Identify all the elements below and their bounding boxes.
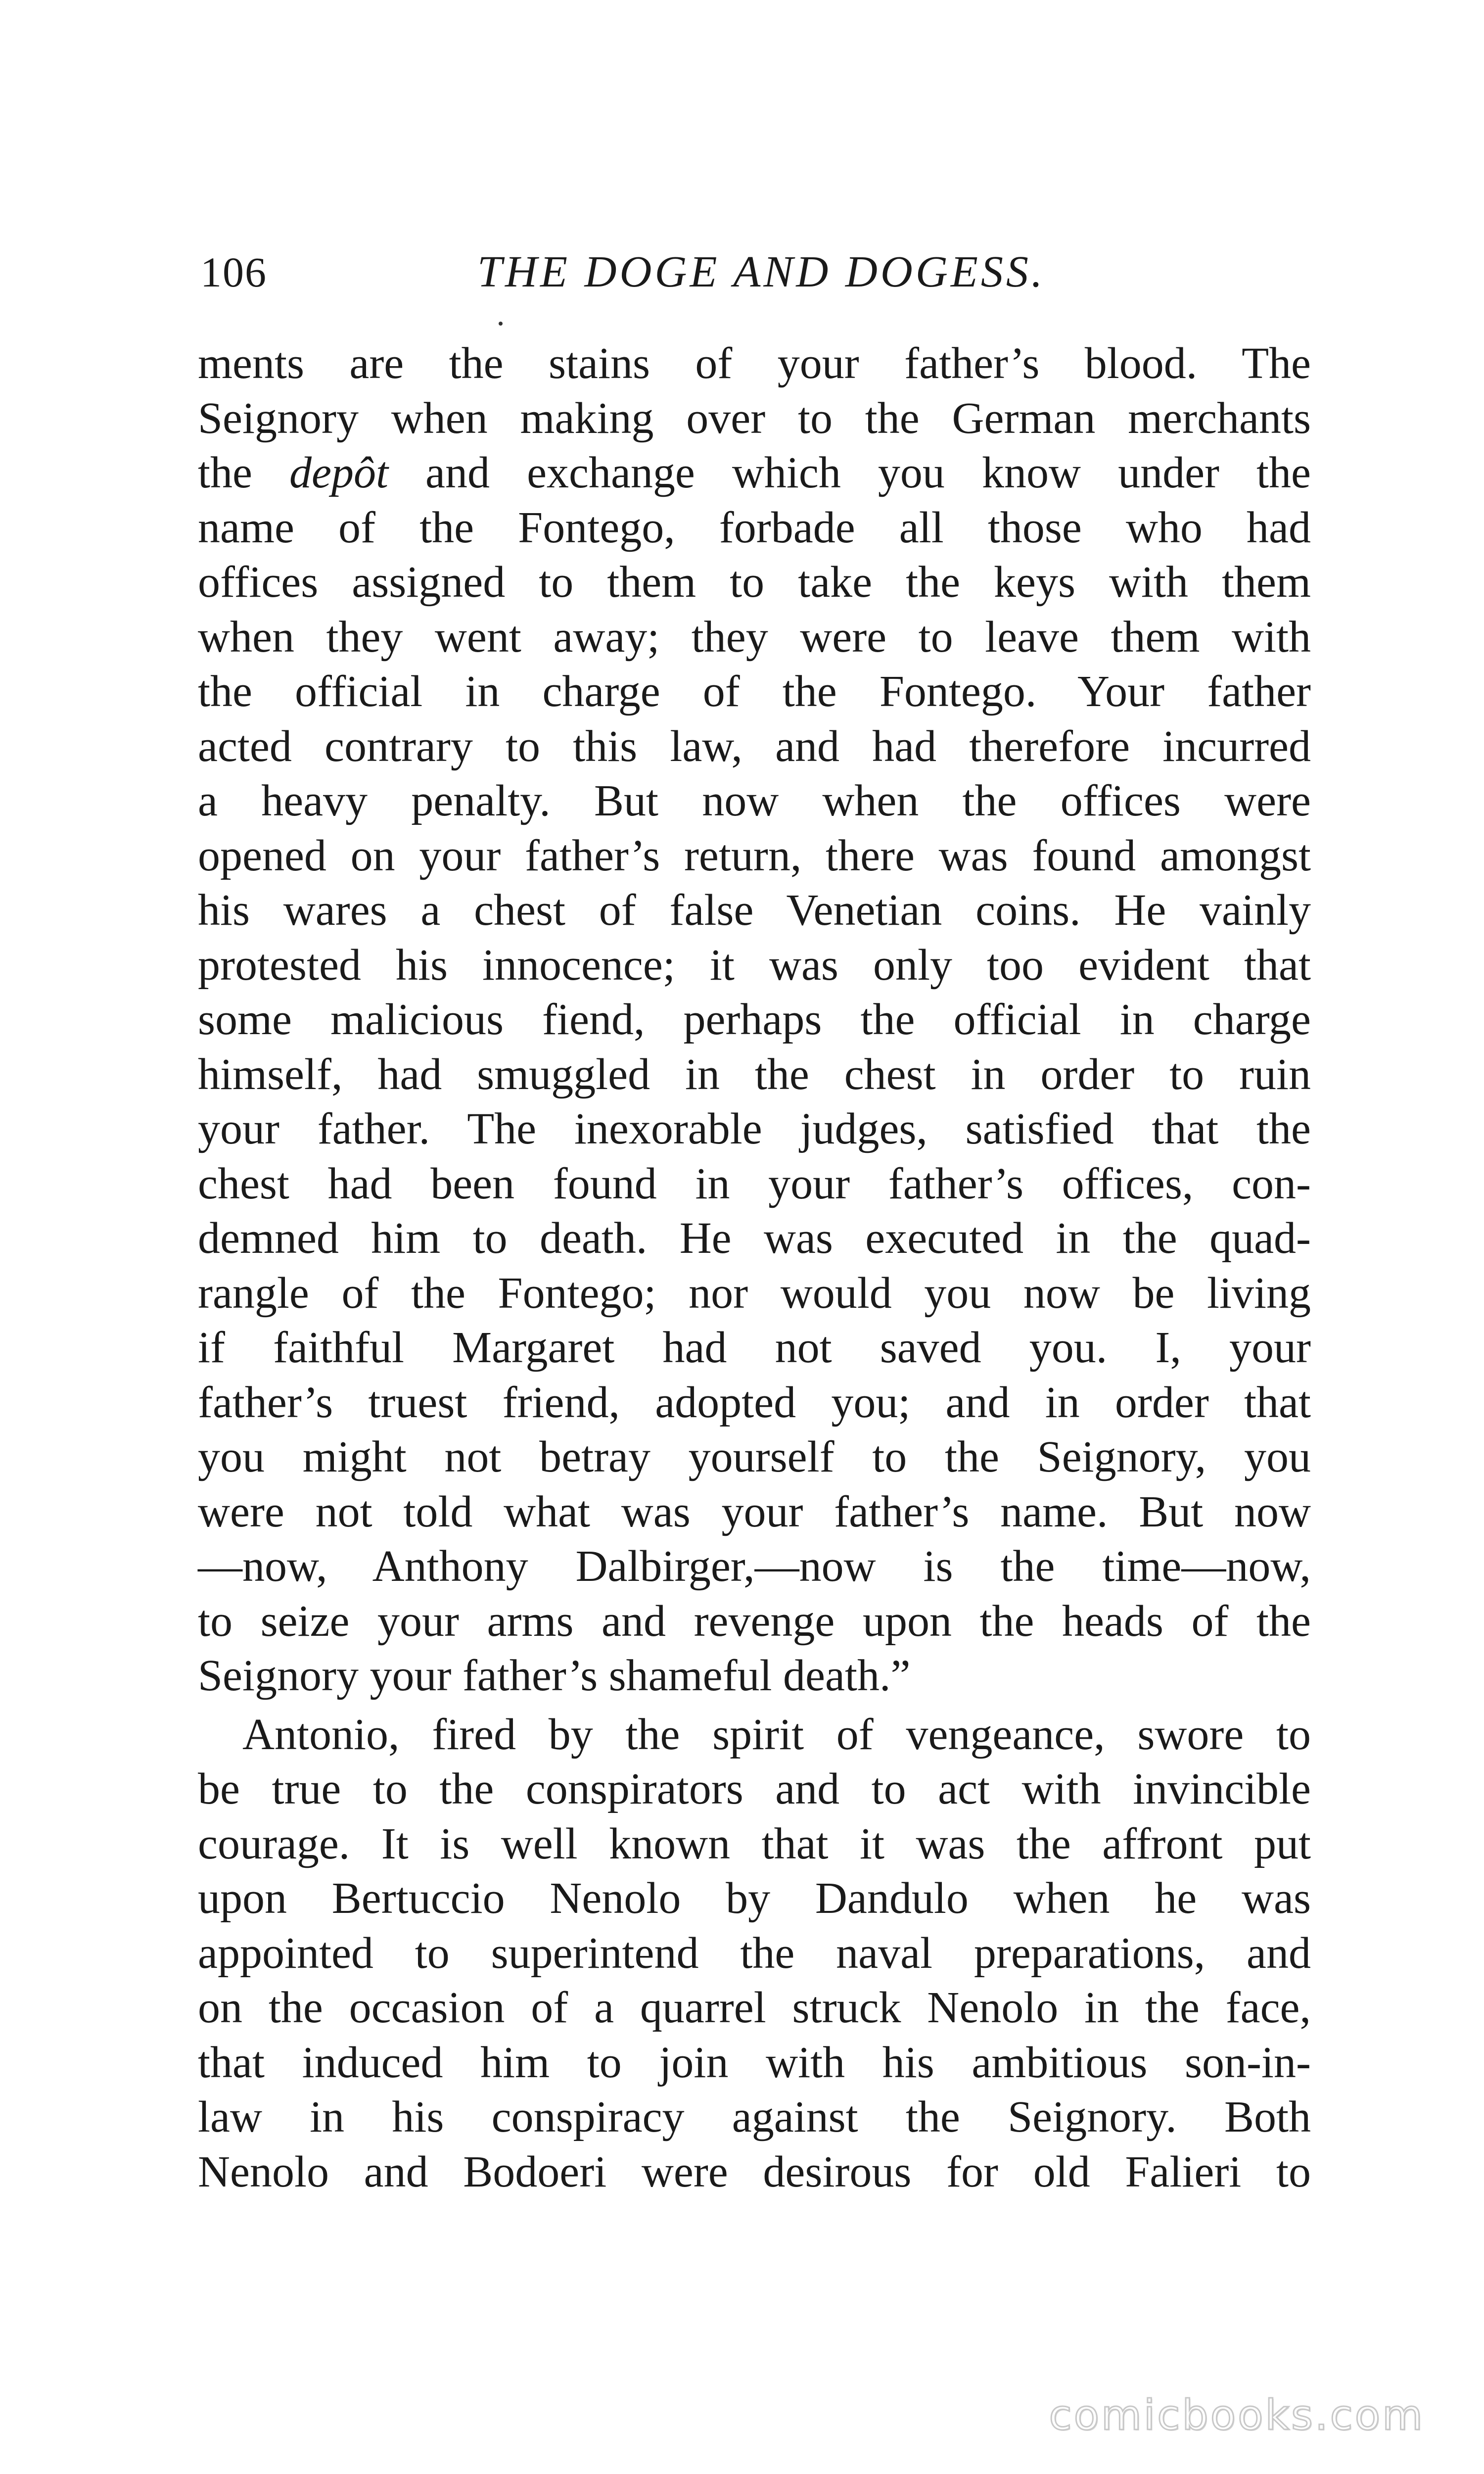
text-line: appointed to superintend the naval preparations, and [198, 1928, 1311, 1978]
text-line: on the occasion of a quarrel struck Nenolo in the face, [198, 1983, 1311, 2032]
text-line: Seignory when making over to the German merchants [198, 393, 1311, 443]
text-line: ments are the stains of your father’s blood. The [198, 339, 1311, 388]
print-speck [499, 322, 503, 326]
text-line: demned him to death. He was executed in the quad- [198, 1214, 1311, 1263]
text-line: the depôt and exchange which you know under the [198, 448, 1311, 497]
text-line: your father. The inexorable judges, satisfied that the [198, 1104, 1311, 1153]
text-line: some malicious fiend, perhaps the official in charge [198, 995, 1311, 1044]
text-line: offices assigned to them to take the keys with them [198, 558, 1311, 607]
italic-word: depôt [289, 448, 388, 497]
text-line: a heavy penalty. But now when the offices were [198, 776, 1311, 825]
text-line: that induced him to join with his ambitious son-in- [198, 2038, 1311, 2087]
text-line: to seize your arms and revenge upon the heads of the [198, 1596, 1311, 1646]
text-line: —now, Anthony Dalbirger,—now is the time—now, [198, 1542, 1311, 1591]
watermark: comicbooks.com [1049, 2391, 1425, 2439]
text-line: were not told what was your father’s name. But now [198, 1487, 1311, 1536]
text-line: if faithful Margaret had not saved you. I, your [198, 1323, 1311, 1372]
running-title: THE DOGE AND DOGESS. [477, 247, 1046, 296]
running-head [200, 242, 1308, 302]
text-line: law in his conspiracy against the Seignory. Both [198, 2093, 1311, 2141]
text-line: when they went away; they were to leave them with [198, 612, 1311, 662]
text-line: protested his innocence; it was only too evident that [198, 940, 1311, 990]
text-line: Nenolo and Bodoeri were desirous for old Falieri to [198, 2147, 1311, 2196]
text-line: you might not betray yourself to the Seignory, you [198, 1432, 1311, 1481]
text-line: acted contrary to this law, and had therefore incurred [198, 721, 1311, 771]
paragraph-gap [198, 1704, 1311, 1708]
text-line: opened on your father’s return, there was found amongst [198, 831, 1311, 880]
text-line: Seignory your father’s shameful death.” [198, 1651, 911, 1700]
body-text [198, 336, 1311, 2199]
text-line: himself, had smuggled in the chest in order to ruin [198, 1049, 1311, 1099]
text-line: chest had been found in your father’s offices, con- [198, 1159, 1311, 1208]
paragraph [198, 336, 1311, 1704]
text-line: rangle of the Fontego; nor would you now be living [198, 1268, 1311, 1318]
text-line: father’s truest friend, adopted you; and in order that [198, 1378, 1311, 1427]
text-line: upon Bertuccio Nenolo by Dandulo when he was [198, 1874, 1311, 1923]
page-number: 106 [200, 248, 267, 296]
text-line: his wares a chest of false Venetian coins. He vainly [198, 886, 1311, 935]
text-line: be true to the conspirators and to act with invincible [198, 1764, 1311, 1813]
text-line: the official in charge of the Fontego. Your father [198, 667, 1311, 716]
text-line: Antonio, fired by the spirit of vengeance, swore to [242, 1710, 1311, 1759]
text-line: courage. It is well known that it was the affront put [198, 1819, 1311, 1868]
text-line: name of the Fontego, forbade all those who had [198, 503, 1311, 552]
paragraph [198, 1708, 1311, 2200]
